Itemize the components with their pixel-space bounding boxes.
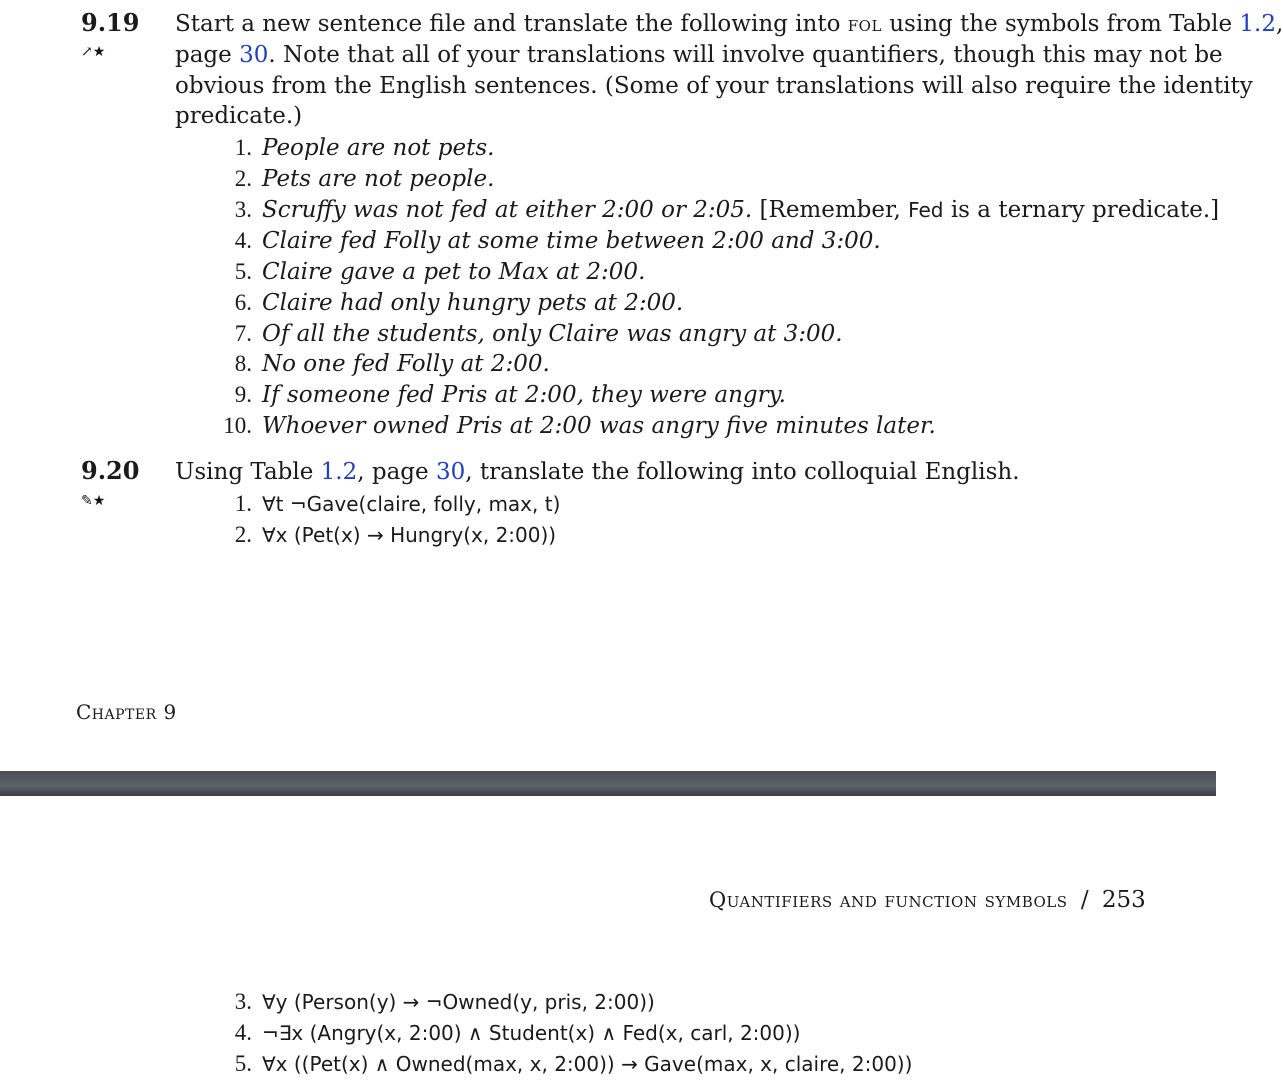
page-link[interactable]: 30: [239, 42, 269, 68]
list-item: 3. Scruffy was not fed at either 2:00 or 2:05. [Remember, Fed is a ternary predicate.]: [234, 197, 1220, 223]
chapter-footer: Chapter 9: [76, 700, 177, 724]
computer-difficulty-icon: ↗★: [81, 44, 106, 60]
exercise-intro-line: Using Table 1.2, page 30, translate the following into colloquial English.: [175, 459, 1020, 485]
exercise-intro-line: obvious from the English sentences. (Some of your translations will also require the identity: [175, 73, 1253, 99]
page-link[interactable]: 30: [435, 459, 466, 485]
running-head-separator: /: [1080, 887, 1089, 913]
list-item: 10. Whoever owned Pris at 2:00 was angry five minutes later.: [223, 413, 936, 439]
page-divider: [0, 771, 1246, 796]
exercise-number: 9.20: [81, 456, 140, 485]
list-item: 4. Claire fed Folly at some time between 2:00 and 3:00.: [234, 228, 881, 254]
running-head: [709, 887, 1146, 913]
list-item: 6. Claire had only hungry pets at 2:00.: [234, 290, 684, 316]
list-item: 9. If someone fed Pris at 2:00, they were angry.: [234, 382, 786, 408]
list-item: 7. Of all the students, only Claire was angry at 3:00.: [234, 321, 843, 347]
list-item: 2. Pets are not people.: [234, 166, 495, 192]
table-link[interactable]: 1.2: [320, 459, 358, 485]
list-item: 8. No one fed Folly at 2:00.: [234, 351, 550, 377]
exercise-number: 9.19: [81, 8, 140, 37]
running-head-title: Quantifiers and function symbols: [709, 888, 1068, 912]
pencil-difficulty-icon: ✎★: [81, 493, 106, 509]
exercise-intro-line: page 30. Note that all of your translations will involve quantifiers, though this may not be: [175, 42, 1223, 68]
list-item: 4. ¬∃x (Angry(x, 2:00) ∧ Student(x) ∧ Fed(x, carl, 2:00)): [234, 1020, 801, 1045]
table-link[interactable]: 1.2: [1239, 11, 1276, 37]
list-item: 1. People are not pets.: [234, 135, 495, 161]
list-item: 2. ∀x (Pet(x) → Hungry(x, 2:00)): [234, 522, 557, 547]
page-number: 253: [1101, 887, 1146, 913]
list-item: 5. ∀x ((Pet(x) ∧ Owned(max, x, 2:00)) → Gave(max, x, claire, 2:00)): [234, 1051, 913, 1076]
list-item: 3. ∀y (Person(y) → ¬Owned(y, pris, 2:00)): [234, 989, 655, 1014]
list-item: 5. Claire gave a pet to Max at 2:00.: [234, 259, 646, 285]
list-item: 1. ∀t ¬Gave(claire, folly, max, t): [234, 491, 561, 516]
exercise-intro-line: predicate.): [175, 103, 303, 129]
exercise-intro-line: Start a new sentence file and translate the following into fol using the symbols from Table 1.2,: [175, 11, 1283, 37]
